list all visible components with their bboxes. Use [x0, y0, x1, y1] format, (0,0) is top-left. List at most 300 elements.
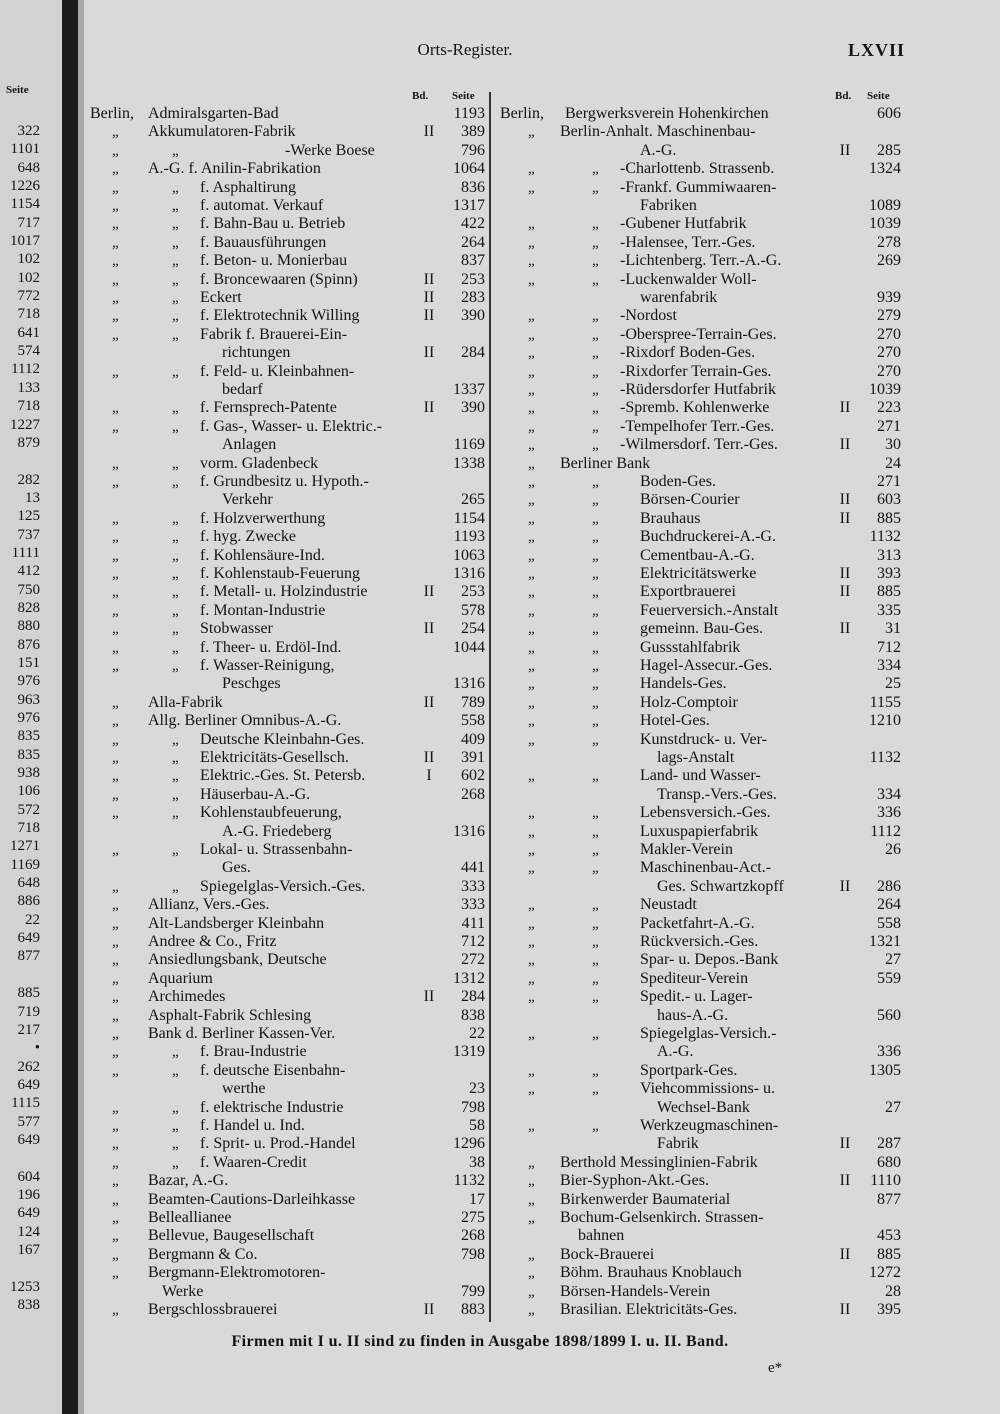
ditto-mark: „ — [592, 897, 599, 914]
margin-seite-label: Seite — [6, 84, 29, 96]
entry-name: f. deutsche Eisenbahn- — [200, 1061, 346, 1079]
register-entry — [0, 381, 1000, 399]
ditto-mark: „ — [172, 253, 179, 270]
entry-name: A.-G. f. Anilin-Fabrikation — [148, 160, 321, 178]
entry-page: 390 — [461, 307, 485, 325]
entry-page: 1316 — [453, 565, 485, 582]
ditto-mark: „ — [592, 326, 599, 343]
ditto-mark: „ — [172, 547, 179, 564]
ditto-mark: „ — [112, 142, 119, 159]
entry-page: 798 — [461, 1098, 485, 1116]
ditto-mark: „ — [592, 713, 599, 730]
ditto-mark: „ — [528, 1118, 535, 1134]
ditto-mark: „ — [592, 1062, 599, 1079]
margin-page-number: 976 — [17, 710, 40, 726]
ditto-mark: „ — [112, 529, 119, 546]
entry-page: 268 — [461, 1227, 485, 1245]
ditto-mark: „ — [528, 382, 535, 398]
entry-city: Berlin, — [90, 105, 134, 122]
entry-page: 395 — [877, 1301, 901, 1318]
register-entry — [0, 436, 1000, 454]
ditto-mark: „ — [172, 363, 179, 380]
ditto-mark: „ — [172, 290, 179, 306]
ditto-mark: „ — [172, 326, 179, 343]
ditto-mark: „ — [112, 1210, 119, 1226]
entry-page: 264 — [461, 233, 485, 251]
entry-name: Wechsel-Bank — [657, 1098, 750, 1116]
margin-page-number: 1017 — [10, 233, 40, 250]
ditto-mark: „ — [112, 1191, 119, 1208]
entry-page: 560 — [877, 1006, 901, 1024]
register-entry — [0, 841, 1000, 859]
margin-page-number: 649 — [17, 1205, 40, 1222]
ditto-mark: „ — [528, 952, 535, 969]
ditto-mark: „ — [592, 179, 599, 196]
entry-name: f. Sprit- u. Prod.-Handel — [200, 1135, 356, 1153]
register-entry — [0, 933, 1000, 951]
ditto-mark: „ — [112, 786, 119, 803]
entry-name: Holz-Comptoir — [640, 693, 738, 711]
entry-name: -Wilmersdorf. Terr.-Ges. — [620, 436, 778, 454]
entry-volume: II — [839, 620, 851, 638]
register-entry — [0, 1191, 1000, 1209]
ditto-mark: „ — [528, 253, 535, 270]
margin-page-number: 124 — [17, 1223, 40, 1240]
entry-name: f. Kohlenstaub-Feuerung — [200, 565, 360, 582]
margin-page-number: 13 — [25, 489, 40, 506]
entry-name: Werke — [162, 1282, 204, 1300]
ditto-mark: „ — [592, 308, 599, 325]
entry-name: Fabrik f. Brauerei-Ein- — [200, 325, 348, 343]
ditto-mark: „ — [172, 529, 179, 546]
register-entry — [0, 915, 1000, 933]
entry-name: Aquarium — [148, 969, 213, 987]
entry-page: 271 — [877, 417, 901, 435]
register-entry — [0, 804, 1000, 822]
ditto-mark: „ — [528, 216, 535, 233]
margin-page-number: 648 — [17, 875, 40, 892]
entry-name: Neustadt — [640, 896, 697, 914]
entry-page: 712 — [877, 638, 901, 656]
entry-page: 1316 — [453, 822, 485, 840]
entry-volume: I — [426, 767, 432, 785]
ditto-mark: „ — [528, 1173, 535, 1190]
entry-page: 1272 — [869, 1264, 901, 1282]
entry-page: 411 — [461, 914, 485, 932]
ditto-mark: „ — [112, 326, 119, 343]
entry-name: Elektricitäts-Gesellsch. — [200, 749, 349, 766]
entry-name: Bank d. Berliner Kassen-Ver. — [148, 1025, 336, 1042]
margin-page-number: 649 — [17, 1076, 40, 1093]
margin-page-number: 835 — [17, 728, 40, 745]
margin-page-number: 1271 — [10, 838, 40, 855]
register-entry — [0, 1301, 1000, 1319]
ditto-mark: „ — [528, 1081, 535, 1098]
ditto-mark: „ — [172, 1118, 179, 1134]
margin-page-number: 262 — [17, 1058, 40, 1075]
margin-page-number: 322 — [17, 123, 40, 139]
register-entry — [0, 1283, 1000, 1301]
entry-page: 271 — [877, 473, 901, 490]
ditto-mark: „ — [528, 326, 535, 343]
entry-name: Bergmann-Elektromotoren- — [148, 1264, 326, 1282]
entry-name: Allianz, Vers.-Ges. — [148, 896, 270, 914]
entry-name: A.-G. — [657, 1043, 694, 1061]
register-entry — [0, 1117, 1000, 1135]
margin-page-number: 1112 — [11, 361, 40, 378]
entry-page: 712 — [461, 933, 485, 950]
entry-page: 26 — [885, 841, 901, 858]
entry-name: lags-Anstalt — [657, 749, 735, 766]
entry-name: Viehcommissions- u. — [640, 1080, 776, 1098]
margin-page-number: 718 — [17, 820, 40, 837]
register-entry — [0, 1062, 1000, 1080]
margin-page-number: 22 — [25, 911, 40, 928]
ditto-mark: „ — [528, 989, 535, 1006]
entry-page: 837 — [461, 252, 485, 270]
entry-name: Alla-Fabrik — [148, 693, 223, 711]
ditto-mark: „ — [172, 842, 179, 858]
margin-page-number: 772 — [17, 288, 40, 305]
entry-name: werthe — [222, 1080, 266, 1098]
right-column-seite-header: Seite — [867, 90, 890, 102]
register-entry — [0, 105, 1000, 123]
entry-name: Ges. — [222, 859, 251, 877]
ditto-mark: „ — [528, 124, 535, 141]
ditto-mark: „ — [528, 400, 535, 417]
entry-name: Berlin-Anhalt. Maschinenbau- — [560, 123, 756, 141]
register-entry — [0, 767, 1000, 785]
ditto-mark: „ — [592, 510, 599, 527]
register-entry — [0, 326, 1000, 344]
register-entry — [0, 123, 1000, 141]
entry-name: f. Elektrotechnik Willing — [200, 307, 360, 325]
margin-page-number: 717 — [17, 214, 40, 231]
margin-page-number: 577 — [17, 1113, 40, 1130]
entry-page: 335 — [877, 601, 901, 619]
ditto-mark: „ — [112, 713, 119, 730]
page-title: Orts-Register. — [417, 40, 513, 59]
entry-page: 333 — [461, 877, 485, 895]
entry-name: Luxuspapierfabrik — [640, 822, 759, 840]
entry-name: Gussstahlfabrik — [640, 638, 741, 656]
left-column-bd-header: Bd. — [412, 90, 429, 102]
register-entry — [0, 1246, 1000, 1264]
entry-page: 1317 — [453, 197, 485, 214]
entry-page: 24 — [885, 454, 901, 472]
entry-name: -Werke Boese — [285, 141, 375, 159]
entry-name: Exportbrauerei — [640, 583, 736, 601]
entry-name: bedarf — [222, 381, 263, 398]
margin-page-number: 718 — [17, 398, 40, 415]
entry-name: Ges. Schwartzkopff — [657, 877, 784, 895]
entry-page: 265 — [461, 491, 485, 509]
entry-name: Eckert — [200, 289, 242, 306]
ditto-mark: „ — [112, 234, 119, 251]
ditto-mark: „ — [528, 584, 535, 601]
ditto-mark: „ — [528, 860, 535, 877]
ditto-mark: „ — [112, 179, 119, 196]
margin-page-number: 879 — [17, 434, 40, 451]
entry-page: 883 — [461, 1301, 485, 1318]
entry-name: Werkzeugmaschinen- — [640, 1117, 779, 1134]
ditto-mark: „ — [112, 934, 119, 950]
entry-page: 27 — [885, 951, 901, 969]
entry-page: 286 — [877, 877, 901, 895]
ditto-mark: „ — [172, 142, 179, 159]
entry-name: -Lichtenberg. Terr.-A.-G. — [620, 252, 782, 270]
ditto-mark: „ — [112, 639, 119, 656]
entry-page: 391 — [461, 749, 485, 766]
entry-volume: II — [839, 399, 851, 417]
entry-page: 578 — [461, 601, 485, 619]
register-entry — [0, 639, 1000, 657]
margin-page-number: 885 — [17, 985, 40, 1002]
entry-volume: II — [423, 988, 435, 1006]
entry-volume: II — [839, 877, 851, 895]
margin-page-number: 151 — [17, 654, 40, 671]
entry-volume: II — [839, 1135, 851, 1153]
register-entry — [0, 749, 1000, 767]
entry-name: -Tempelhofer Terr.-Ges. — [620, 417, 775, 435]
entry-name: -Frankf. Gummiwaaren- — [620, 178, 777, 196]
ditto-mark: „ — [592, 639, 599, 656]
entry-page: 885 — [877, 509, 901, 527]
entry-page: 270 — [877, 344, 901, 362]
entry-page: 333 — [461, 896, 485, 914]
entry-page: 279 — [877, 307, 901, 325]
ditto-mark: „ — [112, 1062, 119, 1079]
margin-page-number: 880 — [17, 618, 40, 635]
ditto-mark: „ — [112, 805, 119, 822]
margin-page-number: 1253 — [10, 1278, 40, 1295]
ditto-mark: „ — [592, 658, 599, 674]
ditto-mark: „ — [172, 198, 179, 214]
ditto-mark: „ — [172, 566, 179, 582]
entry-page: 798 — [461, 1245, 485, 1263]
entry-page: 1063 — [453, 546, 485, 564]
register-entry — [0, 694, 1000, 712]
ditto-mark: „ — [112, 547, 119, 564]
entry-volume: II — [839, 1245, 851, 1263]
left-column-seite-header: Seite — [452, 90, 475, 102]
ditto-mark: „ — [592, 621, 599, 638]
entry-page: 393 — [877, 565, 901, 582]
margin-page-number: 641 — [17, 324, 40, 341]
ditto-mark: „ — [112, 253, 119, 270]
ditto-mark: „ — [112, 731, 119, 748]
entry-name: f. hyg. Zwecke — [200, 528, 296, 546]
register-entry — [0, 583, 1000, 601]
entry-name: Hagel-Assecur.-Ges. — [640, 657, 773, 674]
ditto-mark: „ — [592, 952, 599, 969]
entry-page: 602 — [461, 767, 485, 785]
ditto-mark: „ — [172, 418, 179, 435]
register-entry — [0, 510, 1000, 528]
ditto-mark: „ — [592, 529, 599, 546]
ditto-mark: „ — [112, 124, 119, 141]
entry-name: Ansiedlungsbank, Deutsche — [148, 951, 327, 969]
ditto-mark: „ — [592, 805, 599, 822]
ditto-mark: „ — [172, 768, 179, 785]
register-entry — [0, 731, 1000, 749]
entry-name: f. Waaren-Credit — [200, 1153, 307, 1171]
register-entry — [0, 234, 1000, 252]
entry-page: 268 — [461, 785, 485, 803]
ditto-mark: „ — [592, 400, 599, 417]
entry-volume: II — [839, 436, 851, 454]
entry-name: Bergwerksverein Hohenkirchen — [565, 105, 769, 122]
entry-name: Bier-Syphon-Akt.-Ges. — [560, 1172, 709, 1190]
entry-page: 1044 — [453, 638, 485, 656]
register-entry — [0, 363, 1000, 381]
entry-page: 287 — [877, 1135, 901, 1153]
ditto-mark: „ — [592, 474, 599, 490]
entry-name: Brasilian. Elektricitäts-Ges. — [560, 1301, 738, 1318]
entry-name: Admiralsgarten-Bad — [148, 105, 279, 122]
register-entry — [0, 271, 1000, 289]
ditto-mark: „ — [112, 455, 119, 472]
margin-page-number: 835 — [17, 746, 40, 763]
ditto-mark: „ — [112, 308, 119, 325]
ditto-mark: „ — [592, 363, 599, 380]
entry-name: Berliner Bank — [560, 454, 651, 472]
ditto-mark: „ — [592, 584, 599, 601]
ditto-mark: „ — [592, 1081, 599, 1098]
entry-name: Fabrik — [657, 1135, 699, 1153]
ditto-mark: „ — [528, 1191, 535, 1208]
entry-page: 1154 — [453, 509, 485, 527]
margin-page-number: 877 — [17, 948, 40, 965]
entry-page: 799 — [461, 1282, 485, 1300]
footer-note: Firmen mit I u. II sind zu finden in Ausgabe 1898/1899 I. u. II. Band. — [231, 1333, 729, 1350]
entry-page: 1193 — [453, 528, 485, 546]
margin-page-number: 938 — [17, 765, 40, 782]
entry-page: 838 — [461, 1006, 485, 1024]
entry-page: 1169 — [453, 436, 485, 454]
ditto-mark: „ — [528, 768, 535, 785]
entry-name: -Rixdorfer Terrain-Ges. — [620, 362, 772, 380]
entry-page: 559 — [877, 969, 901, 987]
entry-page: 1132 — [869, 528, 901, 546]
register-entry — [0, 712, 1000, 730]
ditto-mark: „ — [592, 382, 599, 398]
ditto-mark: „ — [172, 1099, 179, 1116]
margin-page-number: 750 — [17, 581, 40, 598]
entry-name: Fabriken — [640, 197, 697, 214]
register-entry — [0, 1007, 1000, 1025]
margin-page-number: 1115 — [11, 1095, 40, 1112]
entry-page: 336 — [877, 1043, 901, 1061]
entry-name: Sportpark-Ges. — [640, 1061, 738, 1079]
ditto-mark: „ — [172, 216, 179, 233]
entry-volume: II — [423, 620, 435, 638]
entry-page: 603 — [877, 491, 901, 509]
ditto-mark: „ — [528, 345, 535, 362]
right-column-bd-header: Bd. — [835, 90, 852, 102]
entry-name: Cementbau-A.-G. — [640, 546, 755, 564]
ditto-mark: „ — [172, 308, 179, 325]
register-entry — [0, 1172, 1000, 1190]
ditto-mark: „ — [528, 437, 535, 454]
register-entry — [0, 179, 1000, 197]
ditto-mark: „ — [112, 271, 119, 288]
entry-volume: II — [839, 1172, 851, 1190]
register-entry — [0, 1227, 1000, 1245]
ditto-mark: „ — [528, 970, 535, 987]
ditto-mark: „ — [528, 566, 535, 582]
entry-page: 269 — [877, 252, 901, 270]
entry-name: haus-A.-G. — [657, 1006, 729, 1024]
entry-page: 389 — [461, 123, 485, 141]
entry-name: f. Fernsprech-Patente — [200, 399, 337, 417]
entry-volume: II — [423, 1301, 435, 1318]
register-entry — [0, 1264, 1000, 1282]
entry-name: Bazar, A.-G. — [148, 1172, 229, 1190]
entry-page: 22 — [469, 1025, 485, 1042]
entry-page: 409 — [461, 730, 485, 748]
entry-page: 270 — [877, 362, 901, 380]
entry-page: 253 — [461, 583, 485, 601]
register-entry — [0, 1209, 1000, 1227]
entry-page: 1210 — [869, 712, 901, 730]
margin-page-number: 718 — [17, 306, 40, 323]
entry-page: 25 — [885, 675, 901, 693]
entry-page: 422 — [461, 215, 485, 233]
register-entry — [0, 823, 1000, 841]
ditto-mark: „ — [112, 1136, 119, 1153]
ditto-mark: „ — [592, 1026, 599, 1042]
page-number: LXVII — [847, 40, 905, 60]
margin-page-number: 828 — [17, 599, 40, 616]
entry-name: f. Grundbesitz u. Hypoth.- — [200, 473, 369, 490]
ditto-mark: „ — [528, 1302, 535, 1318]
margin-page-number: 412 — [17, 563, 40, 580]
margin-page-number: 102 — [17, 269, 40, 286]
ditto-mark: „ — [172, 731, 179, 748]
entry-name: f. Asphaltirung — [200, 178, 296, 196]
entry-page: 1112 — [870, 822, 901, 840]
entry-page: 1110 — [870, 1172, 901, 1190]
ditto-mark: „ — [112, 694, 119, 711]
register-entry — [0, 142, 1000, 160]
entry-name: Makler-Verein — [640, 841, 733, 858]
entry-name: Alt-Landsberger Kleinbahn — [148, 914, 325, 932]
ditto-mark: „ — [112, 161, 119, 178]
ditto-mark: „ — [592, 768, 599, 785]
entry-name: Brauhaus — [640, 509, 701, 527]
entry-name: Boden-Ges. — [640, 473, 716, 490]
entry-page: 1132 — [453, 1172, 485, 1190]
entry-name: Spediteur-Verein — [640, 969, 749, 987]
ditto-mark: „ — [528, 363, 535, 380]
margin-page-number: 106 — [17, 783, 40, 800]
margin-page-number: 282 — [17, 471, 40, 488]
entry-page: 275 — [461, 1209, 485, 1226]
entry-name: Packetfahrt-A.-G. — [640, 914, 755, 932]
register-entry — [0, 547, 1000, 565]
ditto-mark: „ — [112, 400, 119, 417]
register-entry — [0, 344, 1000, 362]
ditto-mark: „ — [528, 934, 535, 950]
entry-name: A.-G. — [640, 141, 677, 159]
entry-name: richtungen — [222, 344, 291, 362]
register-entry — [0, 951, 1000, 969]
entry-name: Verkehr — [222, 491, 273, 509]
ditto-mark: „ — [112, 878, 119, 895]
entry-page: 877 — [877, 1190, 901, 1208]
ditto-mark: „ — [112, 621, 119, 638]
